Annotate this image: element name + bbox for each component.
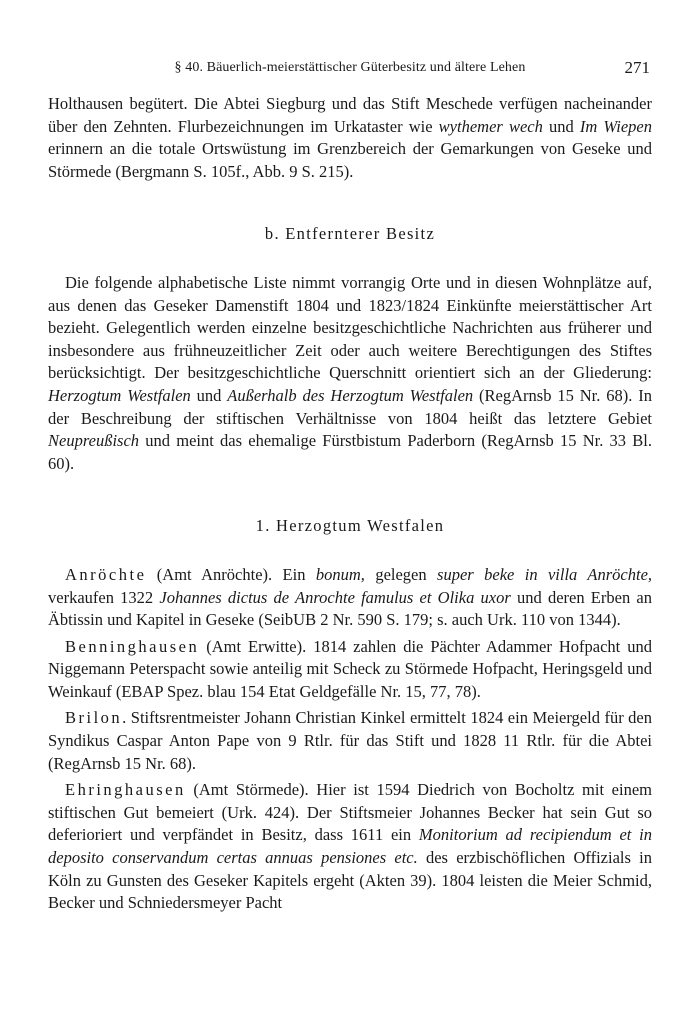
section-b-paragraph: Die folgende alphabetische Liste nimmt vorrangig Orte und in diesen Wohnplätze auf, aus denen das Geseker Damenstift 1804 und 1823/1824 Einkünfte meierstättischer Art bezieht. Gelegentlich werden einzelne besitzgeschichtliche Nachrichten aus früherer und insbesondere aus frühneuzeitlicher Zeit oder auch weitere Berechtigungen des Stiftes berücksichtigt. Der besitzgeschichtliche Querschnitt orientiert sich an der Gliederung: Herzogtum Westfalen und Außerhalb des Herzogtum Westfalen (RegArnsb 15 Nr. 68). In der Beschreibung der stiftischen Verhältnisse von 1804 heißt das letztere Gebiet Neupreußisch und meint das ehemalige Fürstbistum Paderborn (RegArnsb 15 Nr. 33 Bl. 60). xyxy=(48,272,652,473)
running-title: § 40. Bäuerlich-meierstättischer Güterbesitz und ältere Lehen xyxy=(174,60,526,75)
entry-anroechte: Anröchte (Amt Anröchte). Ein bonum, gelegen super beke in villa Anröchte, verkaufen 1322 Johannes dictus de Anrochte famulus et Olika uxor und deren Erben an Äbtissin und Kapitel in Geseke (SeibUB 2 Nr. 590 S. 179; s. auch Urk. 110 von 1344). xyxy=(48,564,653,630)
intro-paragraph: Holthausen begütert. Die Abtei Siegburg und das Stift Meschede verfügen nacheinander über den Zehnten. Flurbezeichnungen im Urkataster wie wythemer wech und Im Wiepen erinnern an die totale Ortswüstung im Grenzbereich der Gemarkungen von Geseke und Störmede (Bergmann S. 105f., Abb. 9 S. 215). xyxy=(48,94,652,181)
place-name: Benninghausen xyxy=(65,636,200,656)
entry-benninghausen: Benninghausen (Amt Erwitte). 1814 zahlen die Pächter Adammer Hofpacht und Niggemann Peterspacht sowie anteilig mit Scheck zu Störmede Hofpacht, Heringsgeld und Weinkauf (EBAP Spez. blau 154 Etat Geldgefälle Nr. 15, 77, 78). xyxy=(48,636,652,701)
page-number: 271 xyxy=(624,58,650,77)
page-header xyxy=(48,58,652,80)
section-heading-1: 1. Herzogtum Westfalen xyxy=(255,516,445,536)
italic-term: wythemer wech xyxy=(438,116,543,136)
place-name: Brilon xyxy=(65,708,123,728)
place-name: Anröchte xyxy=(65,564,147,584)
place-name: Ehringhausen xyxy=(65,780,186,800)
body-text xyxy=(48,93,652,915)
entry-brilon: Brilon. Stiftsrentmeister Johann Christian Kinkel ermittelt 1824 ein Meiergeld für den Syndikus Caspar Anton Pape von 9 Rtlr. für das Stift und 1828 11 Rtlr. für die Abtei (RegArnsb 15 Nr. 68). xyxy=(48,708,652,773)
italic-term: Im Wiepen xyxy=(579,116,652,136)
section-heading-b: b. Entfernterer Besitz xyxy=(264,224,436,244)
entry-ehringhausen: Ehringhausen (Amt Störmede). Hier ist 1594 Diedrich von Bocholtz mit einem stiftischen Gut bemeiert (Urk. 424). Der Stiftsmeier Johannes Becker hat sein Gut so deferioriert und verpfändet in Besitz, dass 1611 ein Monitorium ad recipiendum et in deposito conservandum certas annuas pensiones etc. des erzbischöflichen Offizials in Köln zu Gunsten des Geseker Kapitels ergeht (Akten 39). 1804 leisten die Meier Schmid, Becker und Schniedersmeyer Pacht xyxy=(48,780,652,913)
